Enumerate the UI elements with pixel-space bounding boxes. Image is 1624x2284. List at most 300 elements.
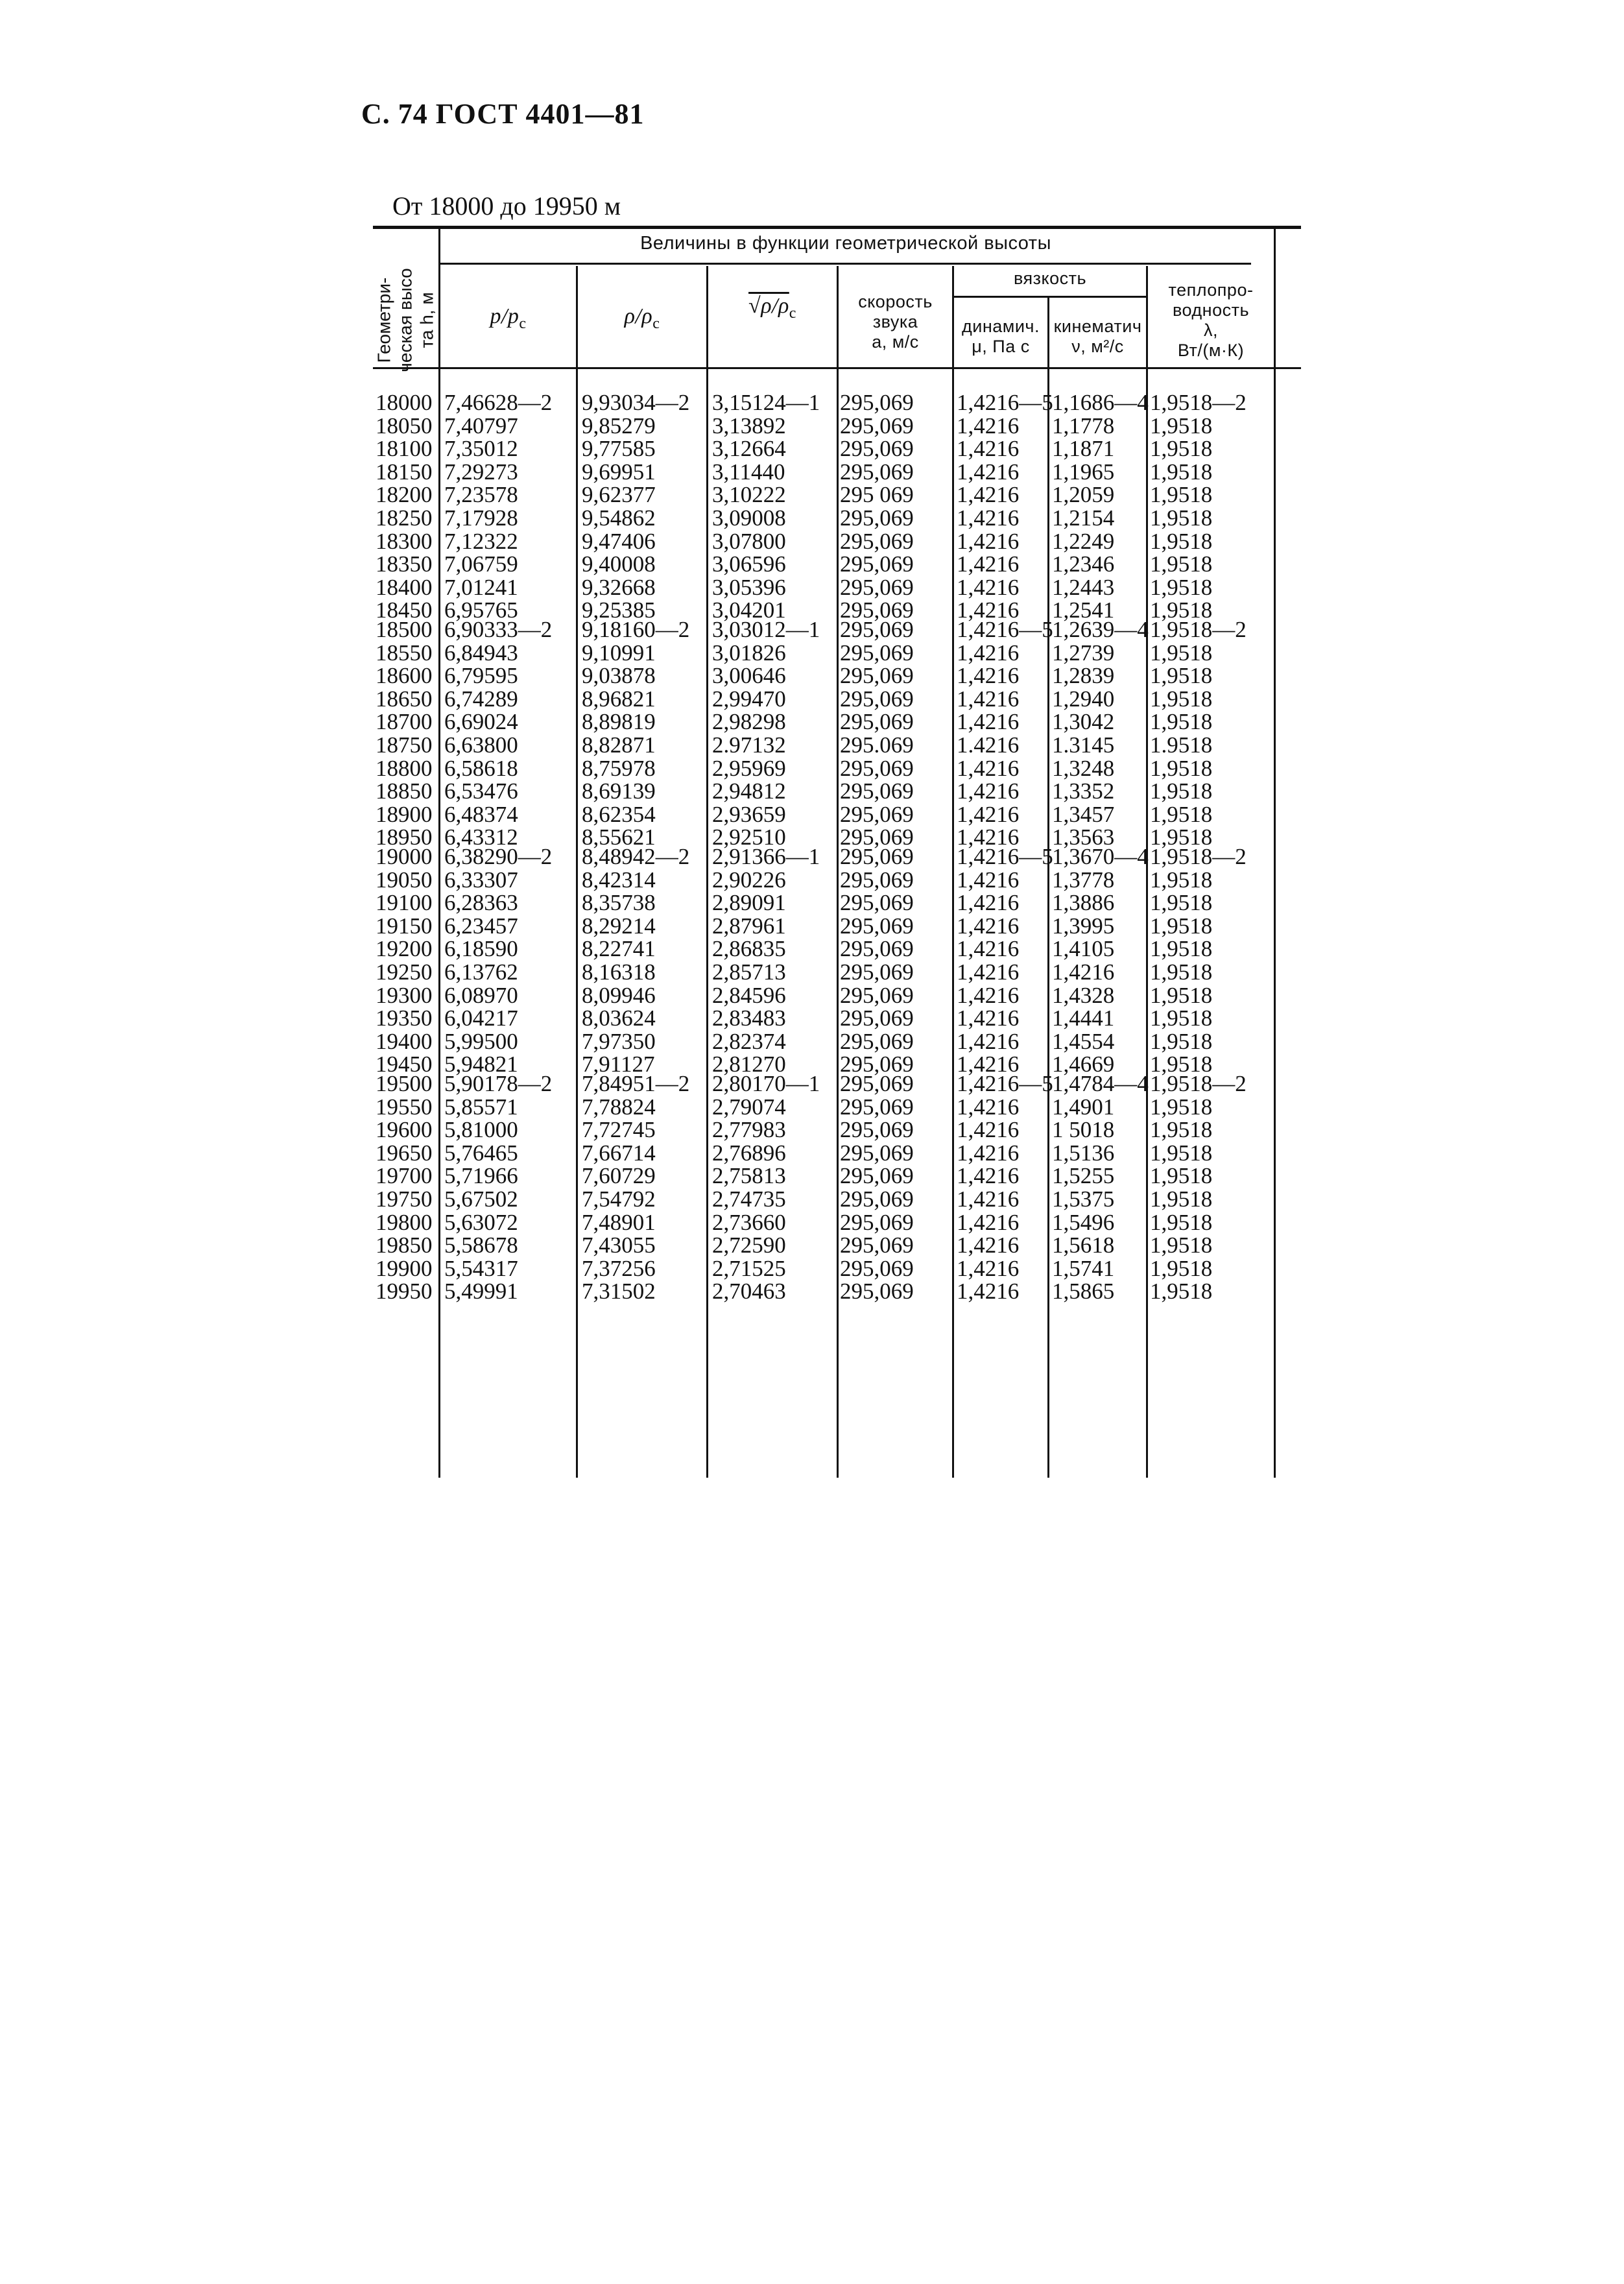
table-row (373, 780, 1301, 802)
dynamic-viscosity-cell: 1,4216 (957, 686, 1020, 712)
conductivity-cell: 1,9518 (1150, 505, 1213, 531)
table-row (373, 845, 1301, 868)
density-ratio-cell: 9,47406 (582, 528, 656, 554)
table-row (373, 1030, 1301, 1053)
pressure-ratio-cell: 6,33307 (444, 867, 518, 893)
table-row (373, 937, 1301, 960)
dynamic-viscosity-cell: 1,4216 (957, 436, 1020, 462)
conductivity-cell: 1,9518 (1150, 936, 1213, 962)
conductivity-cell: 1,9518 (1150, 890, 1213, 916)
conductivity-cell: 1.9518 (1150, 732, 1213, 758)
height-cell: 18600 (376, 663, 433, 689)
sqrt-density-cell: 3,07800 (712, 528, 786, 554)
sound-speed-cell: 295,069 (840, 755, 914, 781)
height-cell: 18650 (376, 686, 433, 712)
conductivity-cell: 1,9518 (1150, 801, 1213, 827)
table-row (373, 1188, 1301, 1210)
sound-header-line-2: звука (872, 312, 918, 331)
table-row (373, 757, 1301, 780)
sqrt-density-cell: 2,84596 (712, 982, 786, 1008)
sqrt-density-cell: 2,73660 (712, 1209, 786, 1235)
height-cell: 19000 (376, 844, 433, 869)
sqrt-density-cell: 2,81270 (712, 1052, 786, 1077)
kinematic-viscosity-cell: 1,5741 (1052, 1255, 1115, 1281)
conductivity-cell: 1,9518 (1150, 1186, 1213, 1212)
viscosity-header: вязкость (1013, 269, 1087, 288)
range-caption: От 18000 до 19950 м (392, 191, 621, 221)
height-cell: 18450 (376, 597, 433, 623)
kinematic-viscosity-cell: 1,4554 (1052, 1028, 1115, 1054)
table-row (373, 618, 1301, 641)
pressure-ratio-cell: 6,58618 (444, 755, 518, 781)
pressure-ratio-cell: 6,13762 (444, 959, 518, 985)
density-ratio-cell: 7,78824 (582, 1094, 656, 1120)
density-ratio-cell: 8,09946 (582, 982, 656, 1008)
conductivity-cell: 1,9518 (1150, 755, 1213, 781)
sqrt-density-cell: 2,86835 (712, 936, 786, 962)
sound-header-line-1: скорость (858, 292, 933, 311)
sound-speed-cell: 295,069 (840, 824, 914, 850)
table-row (373, 961, 1301, 983)
dynamic-viscosity-cell: 1,4216 (957, 1140, 1020, 1166)
sqrt-density-cell: 2,80170—1 (712, 1071, 820, 1096)
height-cell: 19100 (376, 890, 433, 916)
density-ratio-cell: 8,82871 (582, 732, 656, 758)
conductivity-cell: 1,9518—2 (1150, 617, 1247, 642)
conductivity-cell: 1,9518 (1150, 640, 1213, 666)
table-row (373, 1007, 1301, 1029)
pressure-ratio-cell: 5,63072 (444, 1209, 518, 1235)
conductivity-cell: 1,9518 (1150, 1232, 1213, 1258)
table-row (373, 1234, 1301, 1256)
table-row (373, 576, 1301, 599)
conductivity-cell: 1,9518 (1150, 1255, 1213, 1281)
sqrt-density-cell: 2,89091 (712, 890, 786, 916)
pressure-ratio-cell: 5,58678 (444, 1232, 518, 1258)
data-table (373, 226, 1301, 1478)
dynamic-viscosity-cell: 1,4216 (957, 551, 1020, 577)
sqrt-density-cell: 3,13892 (712, 413, 786, 439)
dynamic-viscosity-cell: 1,4216 (957, 640, 1020, 666)
pressure-ratio-cell: 6,04217 (444, 1005, 518, 1031)
kinematic-viscosity-cell: 1,3886 (1052, 890, 1115, 916)
table-row (373, 734, 1301, 756)
height-cell: 18100 (376, 436, 433, 462)
dynamic-viscosity-cell: 1,4216 (957, 1094, 1020, 1120)
sound-speed-cell: 295,069 (840, 505, 914, 531)
density-ratio-cell: 8,75978 (582, 755, 656, 781)
pressure-ratio-cell: 6,84943 (444, 640, 518, 666)
sqrt-density-cell: 2,95969 (712, 755, 786, 781)
pressure-ratio-header (440, 306, 576, 334)
dynamic-viscosity-cell: 1,4216 (957, 663, 1020, 689)
pressure-ratio-cell: 7,46628—2 (444, 390, 553, 415)
dynamic-viscosity-cell: 1,4216—5 (957, 390, 1053, 415)
dynamic-viscosity-cell: 1,4216 (957, 890, 1020, 916)
sqrt-density-cell: 2.97132 (712, 732, 786, 758)
sqrt-density-cell: 2,74735 (712, 1186, 786, 1212)
sound-speed-cell: 295,069 (840, 1163, 914, 1189)
height-cell: 18400 (376, 574, 433, 600)
dynamic-viscosity-cell: 1,4216 (957, 413, 1020, 439)
sqrt-density-cell: 2,79074 (712, 1094, 786, 1120)
density-ratio-cell: 9,77585 (582, 436, 656, 462)
sound-speed-cell: 295,069 (840, 867, 914, 893)
height-cell: 18800 (376, 755, 433, 781)
density-ratio-cell: 7,97350 (582, 1028, 656, 1054)
height-column-header (374, 250, 438, 391)
density-ratio-subscript: c (652, 315, 660, 332)
height-cell: 18700 (376, 709, 433, 735)
dynamic-viscosity-cell: 1,4216 (957, 1232, 1020, 1258)
pressure-ratio-cell: 5,85571 (444, 1094, 518, 1120)
pressure-ratio-cell: 6,74289 (444, 686, 518, 712)
kinematic-viscosity-cell: 1,3670—4 (1052, 844, 1149, 869)
sqrt-density-cell: 2,82374 (712, 1028, 786, 1054)
sqrt-density-cell: 2,91366—1 (712, 844, 820, 869)
pressure-ratio-cell: 5,71966 (444, 1163, 518, 1189)
kinematic-viscosity-cell: 1,1871 (1052, 436, 1115, 462)
height-cell: 19450 (376, 1052, 433, 1077)
sound-speed-cell: 295,069 (840, 913, 914, 939)
conductivity-cell: 1,9518 (1150, 574, 1213, 600)
kinematic-viscosity-cell: 1,4105 (1052, 936, 1115, 962)
dynamic-viscosity-cell: 1,4216 (957, 482, 1020, 508)
density-ratio-cell: 7,48901 (582, 1209, 656, 1235)
height-cell: 19150 (376, 913, 433, 939)
dynamic-viscosity-cell: 1,4216—5 (957, 844, 1053, 869)
table-row (373, 415, 1301, 437)
table-row (373, 710, 1301, 733)
height-header-line-1: Геометри- (374, 277, 394, 363)
conductivity-header (1148, 280, 1274, 361)
dynamic-viscosity-cell: 1,4216—5 (957, 1071, 1053, 1096)
conductivity-cell: 1,9518 (1150, 1052, 1213, 1077)
height-cell: 18200 (376, 482, 433, 508)
sqrt-density-cell: 2,94812 (712, 778, 786, 804)
sqrt-density-subscript: c (789, 304, 796, 322)
sound-speed-cell: 295,069 (840, 709, 914, 735)
table-row (373, 1096, 1301, 1118)
density-ratio-cell: 8,35738 (582, 890, 656, 916)
table-row (373, 869, 1301, 891)
page-header: С. 74 ГОСТ 4401—81 (361, 98, 645, 130)
dynamic-viscosity-cell: 1,4216 (957, 1279, 1020, 1304)
height-cell: 19350 (376, 1005, 433, 1031)
pressure-ratio-cell: 5,49991 (444, 1279, 518, 1304)
dynamic-viscosity-cell: 1,4216 (957, 1255, 1020, 1281)
pressure-ratio-cell: 6,79595 (444, 663, 518, 689)
sound-speed-cell: 295 069 (840, 482, 914, 508)
height-cell: 18250 (376, 505, 433, 531)
group-header: Величины в функции геометрической высоты (640, 233, 1051, 254)
dynamic-viscosity-cell: 1,4216 (957, 1005, 1020, 1031)
sqrt-density-cell: 2,98298 (712, 709, 786, 735)
sound-speed-cell: 295,069 (840, 597, 914, 623)
kinematic-viscosity-cell: 1,5618 (1052, 1232, 1115, 1258)
kinematic-viscosity-cell: 1,2940 (1052, 686, 1115, 712)
sqrt-density-cell: 2,99470 (712, 686, 786, 712)
conductivity-cell: 1,9518 (1150, 686, 1213, 712)
sqrt-density-cell: 2,90226 (712, 867, 786, 893)
table-row (373, 642, 1301, 664)
density-ratio-cell: 7,84951—2 (582, 1071, 690, 1096)
pressure-ratio-cell: 6,63800 (444, 732, 518, 758)
sqrt-density-cell: 3,12664 (712, 436, 786, 462)
dynamic-viscosity-cell: 1,4216 (957, 824, 1020, 850)
density-ratio-cell: 8,03624 (582, 1005, 656, 1031)
pressure-ratio-cell: 6,53476 (444, 778, 518, 804)
dyn-header-line-2: μ, Па с (972, 337, 1030, 356)
group-header-rule (440, 263, 1251, 265)
density-ratio-cell: 7,54792 (582, 1186, 656, 1212)
height-cell: 18750 (376, 732, 433, 758)
kinematic-viscosity-cell: 1,1686—4 (1052, 390, 1149, 415)
dynamic-viscosity-cell: 1,4216 (957, 528, 1020, 554)
pressure-ratio-cell: 6,23457 (444, 913, 518, 939)
kinematic-viscosity-cell: 1,4441 (1052, 1005, 1115, 1031)
height-cell: 18050 (376, 413, 433, 439)
density-ratio-cell: 9,25385 (582, 597, 656, 623)
conductivity-cell: 1,9518 (1150, 597, 1213, 623)
kinematic-viscosity-cell: 1,3778 (1052, 867, 1115, 893)
table-row (373, 1164, 1301, 1187)
table-row (373, 1280, 1301, 1303)
dynamic-viscosity-cell: 1,4216 (957, 574, 1020, 600)
conductivity-cell: 1,9518—2 (1150, 844, 1247, 869)
dynamic-viscosity-cell: 1,4216 (957, 1186, 1020, 1212)
height-cell: 19950 (376, 1279, 433, 1304)
conductivity-cell: 1,9518 (1150, 959, 1213, 985)
sqrt-density-cell: 2,76896 (712, 1140, 786, 1166)
kinematic-viscosity-cell: 1,2059 (1052, 482, 1115, 508)
viscosity-header-rule (953, 296, 1147, 298)
cond-header-line-1: теплопро- (1168, 280, 1254, 300)
kinematic-viscosity-cell: 1,5375 (1052, 1186, 1115, 1212)
conductivity-cell: 1,9518 (1150, 663, 1213, 689)
sound-speed-cell: 295,069 (840, 686, 914, 712)
height-cell: 19850 (376, 1232, 433, 1258)
dynamic-viscosity-cell: 1.4216 (957, 732, 1020, 758)
kinematic-viscosity-cell: 1,4328 (1052, 982, 1115, 1008)
conductivity-cell: 1,9518 (1150, 1117, 1213, 1143)
sqrt-density-cell: 2,93659 (712, 801, 786, 827)
height-header-line-2: ческая высо (395, 268, 416, 372)
conductivity-cell: 1,9518 (1150, 551, 1213, 577)
density-ratio-cell: 9,93034—2 (582, 390, 690, 415)
sqrt-density-cell: 2,71525 (712, 1255, 786, 1281)
density-ratio-cell: 8,62354 (582, 801, 656, 827)
density-ratio-cell: 8,29214 (582, 913, 656, 939)
height-cell: 19650 (376, 1140, 433, 1166)
conductivity-cell: 1,9518—2 (1150, 390, 1247, 415)
dynamic-viscosity-cell: 1,4216 (957, 913, 1020, 939)
table-row (373, 391, 1301, 414)
pressure-ratio-cell: 7,23578 (444, 482, 518, 508)
density-ratio-cell: 9,32668 (582, 574, 656, 600)
table-row (373, 1211, 1301, 1234)
kinematic-viscosity-cell: 1,2154 (1052, 505, 1115, 531)
conductivity-cell: 1,9518 (1150, 709, 1213, 735)
dynamic-viscosity-cell: 1,4216 (957, 597, 1020, 623)
table-row (373, 483, 1301, 506)
height-cell: 19300 (376, 982, 433, 1008)
sqrt-density-cell: 3,00646 (712, 663, 786, 689)
sqrt-density-cell: 3,05396 (712, 574, 786, 600)
kinematic-viscosity-cell: 1,2839 (1052, 663, 1115, 689)
pressure-ratio-cell: 7,12322 (444, 528, 518, 554)
sound-speed-cell: 295,069 (840, 1028, 914, 1054)
kin-header-line-1: кинематич (1053, 317, 1142, 336)
density-ratio-cell: 8,69139 (582, 778, 656, 804)
pressure-ratio-cell: 5,90178—2 (444, 1071, 553, 1096)
sound-speed-cell: 295,069 (840, 1117, 914, 1143)
density-ratio-cell: 8,55621 (582, 824, 656, 850)
sound-speed-cell: 295,069 (840, 390, 914, 415)
density-ratio-cell: 7,31502 (582, 1279, 656, 1304)
density-ratio-cell: 8,42314 (582, 867, 656, 893)
conductivity-cell: 1,9518 (1150, 824, 1213, 850)
pressure-ratio-cell: 6,48374 (444, 801, 518, 827)
pressure-ratio-symbol: p/p (490, 304, 519, 328)
height-cell: 18500 (376, 617, 433, 642)
height-cell: 19800 (376, 1209, 433, 1235)
dynamic-viscosity-cell: 1,4216 (957, 1209, 1020, 1235)
table-row (373, 553, 1301, 575)
table-row (373, 915, 1301, 937)
density-ratio-cell: 9,54862 (582, 505, 656, 531)
conductivity-cell: 1,9518 (1150, 778, 1213, 804)
sqrt-density-cell: 2,83483 (712, 1005, 786, 1031)
sqrt-density-cell: 2,70463 (712, 1279, 786, 1304)
kinematic-viscosity-cell: 1,4669 (1052, 1052, 1115, 1077)
pressure-ratio-cell: 6,38290—2 (444, 844, 553, 869)
sqrt-density-cell: 2,72590 (712, 1232, 786, 1258)
height-cell: 18900 (376, 801, 433, 827)
height-cell: 18000 (376, 390, 433, 415)
density-ratio-cell: 9,69951 (582, 459, 656, 485)
table-row (373, 1072, 1301, 1095)
sqrt-density-cell: 3,01826 (712, 640, 786, 666)
table-row (373, 437, 1301, 460)
height-cell: 18550 (376, 640, 433, 666)
height-cell: 18350 (376, 551, 433, 577)
kinematic-viscosity-cell: 1,3352 (1052, 778, 1115, 804)
dyn-header-line-1: динамич. (962, 317, 1040, 336)
dynamic-viscosity-cell: 1,4216 (957, 755, 1020, 781)
pressure-ratio-cell: 5,94821 (444, 1052, 518, 1077)
kinematic-viscosity-cell: 1,5865 (1052, 1279, 1115, 1304)
height-cell: 19600 (376, 1117, 433, 1143)
table-top-rule (373, 226, 1301, 229)
dynamic-viscosity-cell: 1,4216 (957, 1117, 1020, 1143)
sound-speed-cell: 295,069 (840, 1005, 914, 1031)
sqrt-density-cell: 3,03012—1 (712, 617, 820, 642)
conductivity-cell: 1,9518 (1150, 528, 1213, 554)
table-row (373, 461, 1301, 483)
dynamic-viscosity-cell: 1,4216 (957, 778, 1020, 804)
kinematic-viscosity-cell: 1,5496 (1052, 1209, 1115, 1235)
dynamic-viscosity-cell: 1,4216 (957, 709, 1020, 735)
conductivity-cell: 1,9518 (1150, 1094, 1213, 1120)
sqrt-density-cell: 2,85713 (712, 959, 786, 985)
density-ratio-cell: 9,10991 (582, 640, 656, 666)
table-row (373, 1257, 1301, 1280)
sqrt-density-cell: 3,06596 (712, 551, 786, 577)
density-ratio-symbol: ρ/ρ (624, 304, 653, 328)
height-cell: 19050 (376, 867, 433, 893)
sqrt-density-symbol: √ρ/ρ (748, 294, 789, 318)
dynamic-viscosity-cell: 1,4216 (957, 1028, 1020, 1054)
height-cell: 18950 (376, 824, 433, 850)
sound-speed-cell: 295,069 (840, 551, 914, 577)
density-ratio-cell: 9,85279 (582, 413, 656, 439)
sound-speed-cell: 295,069 (840, 1255, 914, 1281)
pressure-ratio-cell: 6,95765 (444, 597, 518, 623)
density-ratio-cell: 8,96821 (582, 686, 656, 712)
kinematic-viscosity-cell: 1.3145 (1052, 732, 1115, 758)
sqrt-density-cell: 3,11440 (712, 459, 785, 485)
sound-header-line-3: a, м/с (872, 332, 919, 352)
height-cell: 19900 (376, 1255, 433, 1281)
pressure-ratio-cell: 6,69024 (444, 709, 518, 735)
pressure-ratio-cell: 6,28363 (444, 890, 518, 916)
conductivity-cell: 1,9518 (1150, 1279, 1213, 1304)
pressure-ratio-cell: 5,54317 (444, 1255, 518, 1281)
sqrt-density-cell: 3,09008 (712, 505, 786, 531)
conductivity-cell: 1,9518 (1150, 436, 1213, 462)
kinematic-viscosity-cell: 1 5018 (1052, 1117, 1115, 1143)
dynamic-viscosity-cell: 1,4216 (957, 982, 1020, 1008)
sound-speed-cell: 295,069 (840, 936, 914, 962)
height-cell: 19200 (376, 936, 433, 962)
density-ratio-cell: 9,18160—2 (582, 617, 690, 642)
height-header-line-3: та h, м (416, 292, 437, 348)
kinematic-viscosity-cell: 1,4784—4 (1052, 1071, 1149, 1096)
conductivity-cell: 1,9518 (1150, 982, 1213, 1008)
height-cell: 18850 (376, 778, 433, 804)
density-ratio-cell: 8,89819 (582, 709, 656, 735)
table-row (373, 688, 1301, 710)
pressure-ratio-cell: 5,76465 (444, 1140, 518, 1166)
pressure-ratio-cell: 5,81000 (444, 1117, 518, 1143)
density-ratio-cell: 7,91127 (582, 1052, 655, 1077)
sound-speed-cell: 295,069 (840, 459, 914, 485)
height-cell: 19250 (376, 959, 433, 985)
sound-speed-cell: 295,069 (840, 1052, 914, 1077)
sound-speed-cell: 295,069 (840, 617, 914, 642)
table-row (373, 984, 1301, 1007)
height-cell: 19400 (376, 1028, 433, 1054)
dynamic-viscosity-cell: 1,4216 (957, 801, 1020, 827)
pressure-ratio-cell: 6,90333—2 (444, 617, 553, 642)
sound-speed-cell: 295,069 (840, 890, 914, 916)
pressure-ratio-cell: 5,67502 (444, 1186, 518, 1212)
pressure-ratio-subscript: c (519, 315, 527, 332)
sound-speed-cell: 295,069 (840, 1071, 914, 1096)
cond-header-line-4: Вт/(м·К) (1177, 341, 1245, 360)
sqrt-density-cell: 2,77983 (712, 1117, 786, 1143)
table-row (373, 664, 1301, 687)
conductivity-cell: 1,9518 (1150, 1028, 1213, 1054)
density-ratio-cell: 8,48942—2 (582, 844, 690, 869)
kinematic-viscosity-cell: 1,3995 (1052, 913, 1115, 939)
kinematic-viscosity-cell: 1,1965 (1052, 459, 1115, 485)
dynamic-viscosity-cell: 1,4216 (957, 459, 1020, 485)
sqrt-density-cell: 3,10222 (712, 482, 786, 508)
conductivity-cell: 1,9518 (1150, 1140, 1213, 1166)
sqrt-density-cell: 3,04201 (712, 597, 786, 623)
